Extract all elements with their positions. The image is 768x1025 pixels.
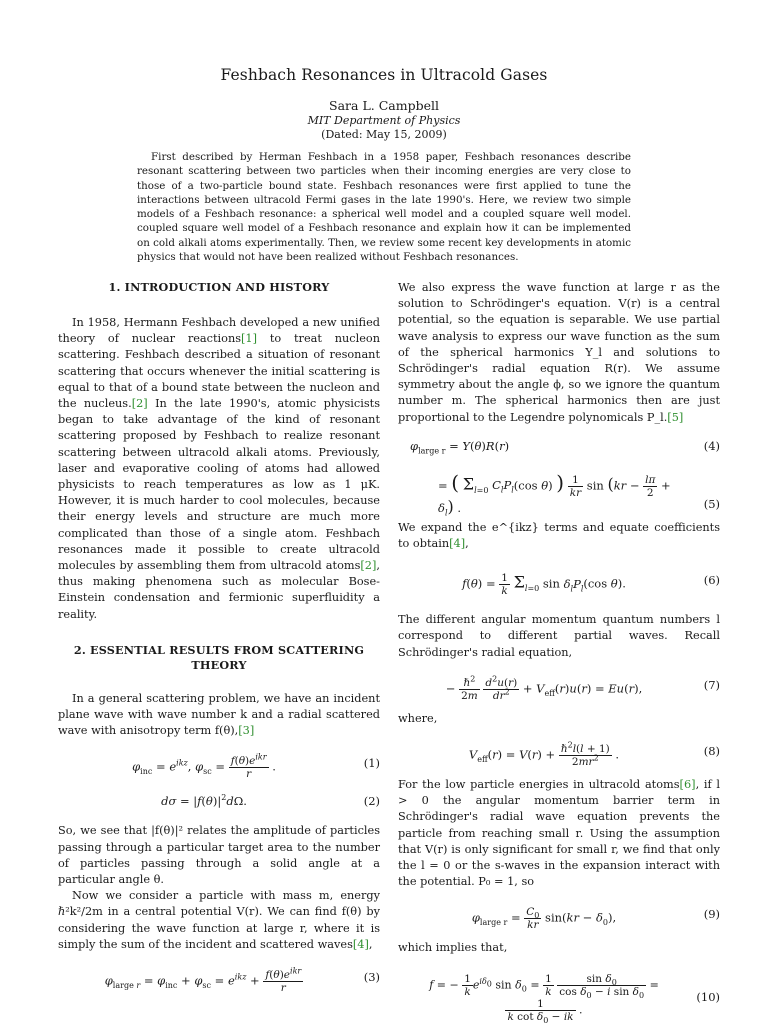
citation-link[interactable]: [1] [241,332,258,346]
equation-body: $\varphi_{large r} = Y(\theta)R(r)$ [410,438,510,456]
intro-paragraph: In 1958, Hermann Feshbach developed a new unified theory of nuclear reactions[1] to treat nucleon scattering. Feshbach described a situation of resonant scattering that occurs whenever the initial scattering is equal to that of a bound state between the nucleon and the nucleus.[2] In the late 1990's, atomic physicists began to take advantage of the kind of resonant scattering proposed by Feshbach to realize resonant scattering between ultracold alkali atoms. Previously, laser and evaporative cooling of atoms had allowed physicists to reach temperatures as low as 1 μK. However, it is much harder to cool molecules, because their energy levels and structure are much more complicated than those of a single atom. Feshbach resonances made it possible to create ultracold molecules by assembling them from ultracold atoms[2], thus making phenomena such as molecular Bose-Einstein condensation and fermionic superfluidity a reality. [58,316,380,621]
equation-5 [398,468,720,518]
equation-8 [398,735,720,769]
left-column [58,280,380,1003]
scattering-paragraph-3: Now we consider a particle with mass m, energy ℏ²k²/2m in a central potential V(r). We can find f(θ) by considering the wave function at large r, where it is simply the sum of the incident and scattered waves[4], [58,889,380,951]
equation-1 [58,747,380,781]
equation-number: (2) [363,794,380,809]
abstract-text: First described by Herman Feshbach in a 1958 paper, Feshbach resonances describe resonant scattering between two particles when their incoming energies are very close to those of a two-particle bound state. Feshbach resonances were first applied to tune the interactions between ultracold Fermi gases in the late 1990's. Here, we review two simple models of a Feshbach resonance: a spherical well model and a coupled square well model. coupled square well model of a Feshbach resonance and explain how it can be implemented on cold alkali atoms experimentally. Then, we review some recent key developments in atomic physics that would not have been realized without Feshbach resonances. [137,151,631,264]
equation-number: (9) [703,907,720,922]
equation-3 [58,961,380,995]
citation-link[interactable]: [4] [449,537,466,551]
author-affiliation: MIT Department of Physics [307,114,461,127]
equation-7 [398,669,720,703]
equation-body: f(θ) = $\frac{1}{k}$ $\Sigma_{l=0}$ $\sin \delta_lP_l(\cos$ θ). [462,572,626,598]
equation-2 [58,789,380,815]
citation-link[interactable]: [4] [352,937,369,951]
partial-wave-paragraph: We also express the wave function at large r as the solution to Schrödinger's equation. V(r) is a central potential, so the equation is separable. We use partial wave analysis to express our wave function as the sum of the spherical harmonics Y_l and solutions to Schrödinger's radial equation R(r). We assume symmetry about the angle ϕ, so we ignore the quantum number m. The spherical harmonics then are just proportional to the Legendre polynomicals P_l.[5] [398,281,720,424]
citation-link[interactable]: [3] [238,724,255,738]
where-text: where, [398,711,438,725]
equation-number: (8) [703,744,720,759]
equation-9 [398,898,720,932]
low-energy-paragraph: For the low particle energies in ultracold atoms[6], if l > 0 the angular momentum barrier term in Schrödinger's radial wave equation prevents the particle from reaching small r. Using the assumption that V(r) is only significant for small r, we find that only the l = 0 or the s-waves in the expansion interact with the potential. P₀ = 1, so [398,778,720,889]
equation-body: $d\sigma = |f(\theta)|^2d\Omega$. [161,793,247,809]
equation-6 [398,560,720,604]
equation-body: $\varphi_{large r}$ = $\frac{C_0}{kr}$ $\sin(kr - \delta_0)$, [471,906,617,932]
section-heading-intro: 1. INTRODUCTION AND HISTORY [108,280,330,294]
citation-link[interactable]: [2] [131,397,148,411]
equation-number: (10) [696,989,720,1004]
abstract [137,150,631,264]
equation-number: (7) [703,677,720,692]
equation-10 [398,965,720,1025]
equation-number: (5) [703,496,720,511]
citation-link[interactable]: [6] [679,778,696,792]
equation-body: f = − $\frac{1}{k}$ $e^{i\delta_0}$ $\sin \delta_0$ = $\frac{1}{k}$ $\frac{\sin \delta_0}{\cos \delta_0 - i \sin \delta_0}$ = $\frac{1}{k \cot \delta_0 - ik}$ . [429,972,659,1025]
equation-4 [398,434,720,460]
equation-number: (3) [363,970,380,985]
equation-body: $V_{eff}(r) = V(r)$ + $\frac{\hbar^2l(l + 1)}{2mr^2}$ . [468,740,620,769]
right-column [398,280,720,1025]
paper-date: (Dated: May 15, 2009) [321,128,447,141]
author-name: Sara L. Campbell [329,98,439,113]
equation-number: (4) [703,438,720,453]
equation-body: = ( $\Sigma_{l=0}$ $C_lP_l(\cos$ θ) ) $\frac{1}{kr}$ sin (kr − $\frac{l\pi}{2}$ + $\delta_l$) . [438,470,671,518]
citation-link[interactable]: [5] [667,410,684,424]
equation-body: − $\frac{\hbar^2}{2m}$ $\frac{d^2u(r)}{dr^2}$ + $V_{eff}(r)u(r) = Eu(r)$, [445,674,643,702]
paper-title: Feshbach Resonances in Ultracold Gases [220,66,548,84]
scattering-paragraph-2: So, we see that |f(θ)|² relates the amplitude of particles passing through a particular target area to the number of particles passing through a solid angle at a particular angle θ. [58,824,380,887]
equation-body: $\varphi_{inc} = e^{ikz}$, $\varphi_{sc}$ = $\frac{f(\theta)e^{ikr}}{r}$ . [132,752,276,781]
scattering-paragraph-1: In a general scattering problem, we have an incident plane wave with wave number k and a radial scattered wave with anisotropy term f(θ),[3] [58,691,380,738]
section-heading-scattering: 2. ESSENTIAL RESULTS FROM SCATTERING THEORY [73,642,365,672]
expansion-paragraph: We expand the e^{ikz} terms and equate coefficients to obtain[4], [398,520,720,551]
equation-number: (6) [703,573,720,588]
implies-text: which implies that, [398,941,508,955]
equation-number: (1) [363,756,380,771]
equation-body: $\varphi_{large r} = \varphi_{inc} + \varphi_{sc} = e^{ikz}$ + $\frac{f(\theta)e^{ikr}}{r}$ [104,966,302,995]
angular-momentum-paragraph: The different angular momentum quantum numbers l correspond to different partial waves. Recall Schrödinger's radial equation, [398,613,720,659]
citation-link[interactable]: [2] [360,559,377,573]
